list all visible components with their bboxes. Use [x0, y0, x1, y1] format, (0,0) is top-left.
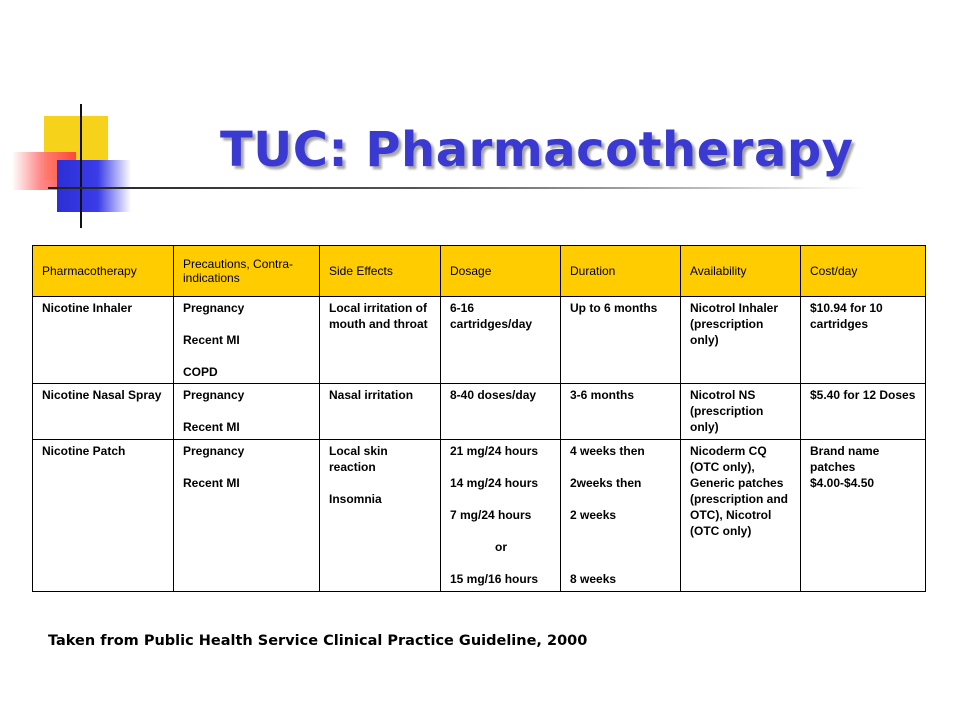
logo-blue-square [57, 160, 131, 212]
cell-availability: Nicoderm CQ (OTC only), Generic patches (prescription and OTC), Nicotrol (OTC only) [681, 440, 801, 592]
pharmacotherapy-table [32, 245, 926, 592]
precaution-item: Pregnancy [183, 444, 245, 458]
header-availability: Availability [681, 246, 801, 297]
table-row [33, 384, 926, 440]
cell-duration [561, 297, 681, 384]
dosage-item: 7 mg/24 hours [450, 508, 532, 522]
cell-dosage [441, 384, 561, 440]
header-duration: Duration [561, 246, 681, 297]
header-dosage: Dosage [441, 246, 561, 297]
source-caption: Taken from Public Health Service Clinical Practice Guideline, 2000 [48, 633, 588, 649]
logo-vertical-line [80, 104, 82, 228]
cell-duration [561, 440, 681, 592]
precaution-item: COPD [183, 365, 218, 379]
duration-item: 2 weeks [570, 508, 617, 522]
side-effect-item: Local skin reaction [329, 444, 388, 474]
cell-pharmacotherapy: Nicotine Nasal Spray [33, 384, 174, 440]
duration-item: 3-6 months [570, 388, 635, 402]
cell-dosage [441, 297, 561, 384]
precaution-item: Pregnancy [183, 301, 245, 315]
dosage-item: 14 mg/24 hours [450, 476, 539, 490]
cell-availability: Nicotrol NS (prescription only) [681, 384, 801, 440]
cell-cost: Brand name patches $4.00-$4.50 [801, 440, 926, 592]
page-title: TUC: Pharmacotherapy [220, 122, 854, 178]
duration-item: 8 weeks [570, 572, 617, 586]
duration-item: 2weeks then [570, 476, 642, 490]
duration-item: Up to 6 months [570, 301, 658, 315]
header-precautions: Precautions, Contra-indications [174, 246, 320, 297]
precaution-item: Recent MI [183, 476, 240, 490]
precaution-item: Recent MI [183, 420, 240, 434]
title-underline [48, 187, 868, 189]
cell-pharmacotherapy: Nicotine Patch [33, 440, 174, 592]
side-effect-item: Insomnia [329, 492, 382, 506]
cell-side-effects [320, 297, 441, 384]
dosage-item: 6-16 cartridges/day [450, 301, 533, 331]
cell-side-effects [320, 440, 441, 592]
precaution-item: Recent MI [183, 333, 240, 347]
cell-duration [561, 384, 681, 440]
dosage-item: 15 mg/16 hours [450, 572, 539, 586]
dosage-item: or [495, 540, 507, 554]
header-side-effects: Side Effects [320, 246, 441, 297]
side-effect-item: Nasal irritation [329, 388, 414, 402]
table-header-row [33, 246, 926, 297]
cell-cost: $10.94 for 10 cartridges [801, 297, 926, 384]
header-cost: Cost/day [801, 246, 926, 297]
duration-item: 4 weeks then [570, 444, 645, 458]
precaution-item: Pregnancy [183, 388, 245, 402]
side-effect-item: Local irritation of mouth and throat [329, 301, 428, 331]
dosage-item: 8-40 doses/day [450, 388, 537, 402]
header-pharmacotherapy: Pharmacotherapy [33, 246, 174, 297]
table-row [33, 440, 926, 592]
cell-pharmacotherapy: Nicotine Inhaler [33, 297, 174, 384]
cell-precautions [174, 440, 320, 592]
cell-precautions [174, 384, 320, 440]
cell-availability: Nicotrol Inhaler (prescription only) [681, 297, 801, 384]
cell-dosage [441, 440, 561, 592]
decorative-logo [0, 0, 140, 230]
cell-precautions [174, 297, 320, 384]
table-row [33, 297, 926, 384]
cell-cost: $5.40 for 12 Doses [801, 384, 926, 440]
cell-side-effects [320, 384, 441, 440]
duration-item [570, 539, 672, 555]
dosage-item: 21 mg/24 hours [450, 444, 539, 458]
